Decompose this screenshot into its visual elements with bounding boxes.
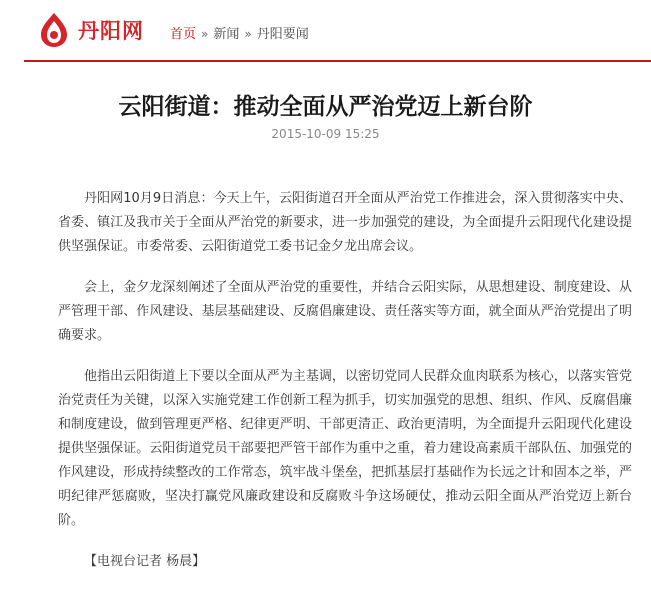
breadcrumb-separator: »	[201, 27, 209, 41]
logo-text: 丹阳网	[78, 19, 144, 43]
breadcrumb	[170, 23, 309, 42]
site-header	[0, 0, 651, 66]
breadcrumb-news-link[interactable]: 新闻	[213, 27, 240, 42]
article-paragraph: 他指出云阳街道上下要以全面从严为主基调，以密切党同人民群众血肉联系为核心，以落实管党治党责任为关键，以深入实施党建工作创新工程为抓手，切实加强党的思想、组织、作风、反腐倡廉和制度建设，做到管理更严格、纪律更严明、干部更清正、政治更清明，为全面提升云阳现代化建设提供坚强保证。云阳街道党员干部要把严管干部作为重中之重，着力建设高素质干部队伍、加强党的作风建设，形成持续整改的工作常态，筑牢战斗堡垒，把抓基层打基础作为长远之计和固本之举，严明纪律严惩腐败，坚决打赢党风廉政建设和反腐败斗争这场硬仗，推动云阳全面从严治党迈上新台阶。	[58, 369, 632, 528]
article-title: 云阳街道：推动全面从严治党迈上新台阶	[118, 93, 533, 120]
breadcrumb-separator: »	[244, 27, 252, 41]
article-author: 【电视台记者 杨晨】	[84, 554, 206, 569]
breadcrumb-danyang-news-link[interactable]: 丹阳要闻	[256, 27, 309, 42]
article-date: 2015-10-09 15:25	[271, 127, 380, 141]
article-paragraph: 丹阳网10月9日消息：今天上午，云阳街道召开全面从严治党工作推进会，深入贯彻落实中央、省委、镇江及我市关于全面从严治党的新要求，进一步加强党的建设，为全面提升云阳现代化建设提供坚强保证。市委常委、云阳街道党工委书记金夕龙出席会议。	[58, 191, 632, 254]
header-divider	[24, 60, 651, 62]
site-logo[interactable]	[34, 10, 144, 50]
article-body	[58, 187, 632, 591]
logo-drop-icon	[34, 10, 74, 50]
article-paragraph: 会上，金夕龙深刻阐述了全面从严治党的重要性，并结合云阳实际，从思想建设、制度建设、从严管理干部、作风建设、基层基础建设、反腐倡廉建设、责任落实等方面，就全面从严治党提出了明确要求。	[58, 280, 632, 343]
breadcrumb-home-link[interactable]: 首页	[170, 27, 197, 42]
